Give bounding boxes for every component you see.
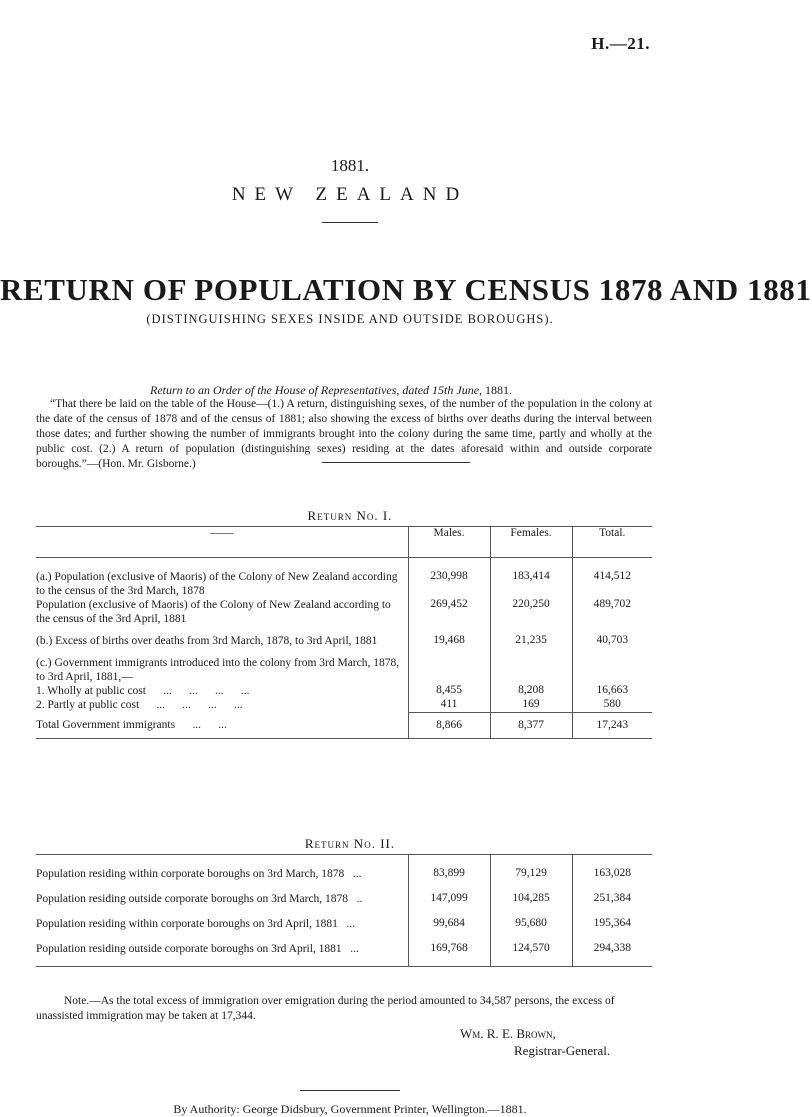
row-label: Population residing within corporate boroughs on 3rd April, 1881 ... xyxy=(36,918,356,930)
header-females: Females. xyxy=(490,527,572,558)
row-label: (a.) Population (exclusive of Maoris) of the Colony of New Zealand according to the census of the 3rd March, 1878 xyxy=(36,571,398,597)
country-heading: NEW ZEALAND xyxy=(231,184,469,205)
row-label: Population residing within corporate boroughs on 3rd March, 1878 ... xyxy=(36,868,362,880)
cell-total: 580 xyxy=(572,698,652,712)
table-row xyxy=(36,598,652,626)
cell-females: 124,570 xyxy=(490,931,572,967)
row-label: (c.) Government immigrants introduced into the colony from 3rd March, 1878, to 3rd April, 1881,— xyxy=(36,657,400,683)
row-label: Population residing outside corporate boroughs on 3rd April, 1881 ... xyxy=(36,943,359,955)
cell-males: 19,468 xyxy=(408,626,490,648)
header-divider xyxy=(322,222,378,223)
signature-name: Wm. R. E. Brown, xyxy=(460,1026,556,1041)
row-label: (b.) Excess of births over deaths from 3rd March, 1878, to 3rd April, 1881 xyxy=(36,635,378,647)
cell-total: 414,512 xyxy=(572,558,652,599)
total-total: 17,243 xyxy=(572,712,652,739)
return-2-title: Return No. II. xyxy=(304,836,396,851)
note-text: Note.—As the total excess of immigration over emigration during the period amounted to 34,587 persons, the excess of unassisted immigration may be taken at 17,344. xyxy=(36,995,615,1022)
header-dash: —— xyxy=(210,527,234,539)
cell-females: 95,680 xyxy=(490,906,572,931)
cell-males: 169,768 xyxy=(408,931,490,967)
cell-males: 147,099 xyxy=(408,881,490,906)
table-row xyxy=(36,698,652,712)
table-row xyxy=(36,684,652,698)
cell-total: 251,384 xyxy=(572,881,652,906)
signature-title: Registrar-General. xyxy=(514,1043,611,1058)
quote-divider xyxy=(322,462,470,463)
note xyxy=(36,994,652,1024)
row-label: 1. Wholly at public cost ... ... ... ... xyxy=(36,685,250,697)
table-row xyxy=(36,648,652,684)
order-quote xyxy=(36,397,652,472)
header-total: Total. xyxy=(572,527,652,558)
cell-males: 83,899 xyxy=(408,855,490,882)
footer-divider xyxy=(300,1090,400,1091)
total-row xyxy=(36,712,652,739)
document-reference: H.—21. xyxy=(591,34,650,53)
table-row xyxy=(36,931,652,967)
cell-females: 8,208 xyxy=(490,684,572,698)
document-year: 1881. xyxy=(330,156,370,175)
cell-total: 489,702 xyxy=(572,598,652,626)
total-males: 8,866 xyxy=(408,712,490,739)
cell-total: 163,028 xyxy=(572,855,652,882)
cell-females: 183,414 xyxy=(490,558,572,599)
printer-authority: By Authority: George Didsbury, Government Printer, Wellington.—1881. xyxy=(173,1102,527,1116)
row-label: 2. Partly at public cost ... ... ... ... xyxy=(36,699,243,711)
cell-females: 104,285 xyxy=(490,881,572,906)
order-year: 1881. xyxy=(485,383,513,397)
cell-females: 220,250 xyxy=(490,598,572,626)
total-females: 8,377 xyxy=(490,712,572,739)
cell-males: 411 xyxy=(408,698,490,712)
return-1-header-row xyxy=(36,527,652,558)
cell-females: 79,129 xyxy=(490,855,572,882)
table-row xyxy=(36,855,652,882)
cell-total: 294,338 xyxy=(572,931,652,967)
total-label: Total Government immigrants ... ... xyxy=(36,719,227,731)
return-2-table xyxy=(36,854,652,967)
cell-total: 16,663 xyxy=(572,684,652,698)
table-row xyxy=(36,881,652,906)
table-row xyxy=(36,906,652,931)
table-row xyxy=(36,626,652,648)
cell-males: 230,998 xyxy=(408,558,490,599)
document-subtitle: (DISTINGUISHING SEXES INSIDE AND OUTSIDE BOROUGHS). xyxy=(146,312,554,326)
header-males: Males. xyxy=(408,527,490,558)
table-row xyxy=(36,558,652,599)
cell-males: 99,684 xyxy=(408,906,490,931)
cell-females: 169 xyxy=(490,698,572,712)
order-reference xyxy=(150,383,512,398)
cell-females: 21,235 xyxy=(490,626,572,648)
order-quote-text: “That there be laid on the table of the House—(1.) A return, distinguishing sexes, of the number of the population in the colony at the date of the census of 1878 and of the census of 1881; also showing the excess of births over deaths during the interval between those dates; and further showing the number of immigrants brought into the colony during the same time, partly and wholly at the public cost. (2.) A return of population (distinguishing sexes) residing at the dates aforesaid within and outside corporate boroughs.”—(Hon. Mr. Gisborne.) xyxy=(36,398,652,470)
cell-males: 8,455 xyxy=(408,684,490,698)
return-1-title: Return No. I. xyxy=(307,508,393,523)
cell-total: 40,703 xyxy=(572,626,652,648)
order-text: Return to an Order of the House of Representatives, dated 15th June, xyxy=(150,383,483,397)
document-title: RETURN OF POPULATION BY CENSUS 1878 AND 1881 xyxy=(0,272,812,307)
row-label: Population residing outside corporate boroughs on 3rd March, 1878 .. xyxy=(36,893,363,905)
cell-males: 269,452 xyxy=(408,598,490,626)
cell-total: 195,364 xyxy=(572,906,652,931)
row-label: Population (exclusive of Maoris) of the Colony of New Zealand according to the census of the 3rd April, 1881 xyxy=(36,599,391,625)
return-1-table xyxy=(36,526,652,739)
